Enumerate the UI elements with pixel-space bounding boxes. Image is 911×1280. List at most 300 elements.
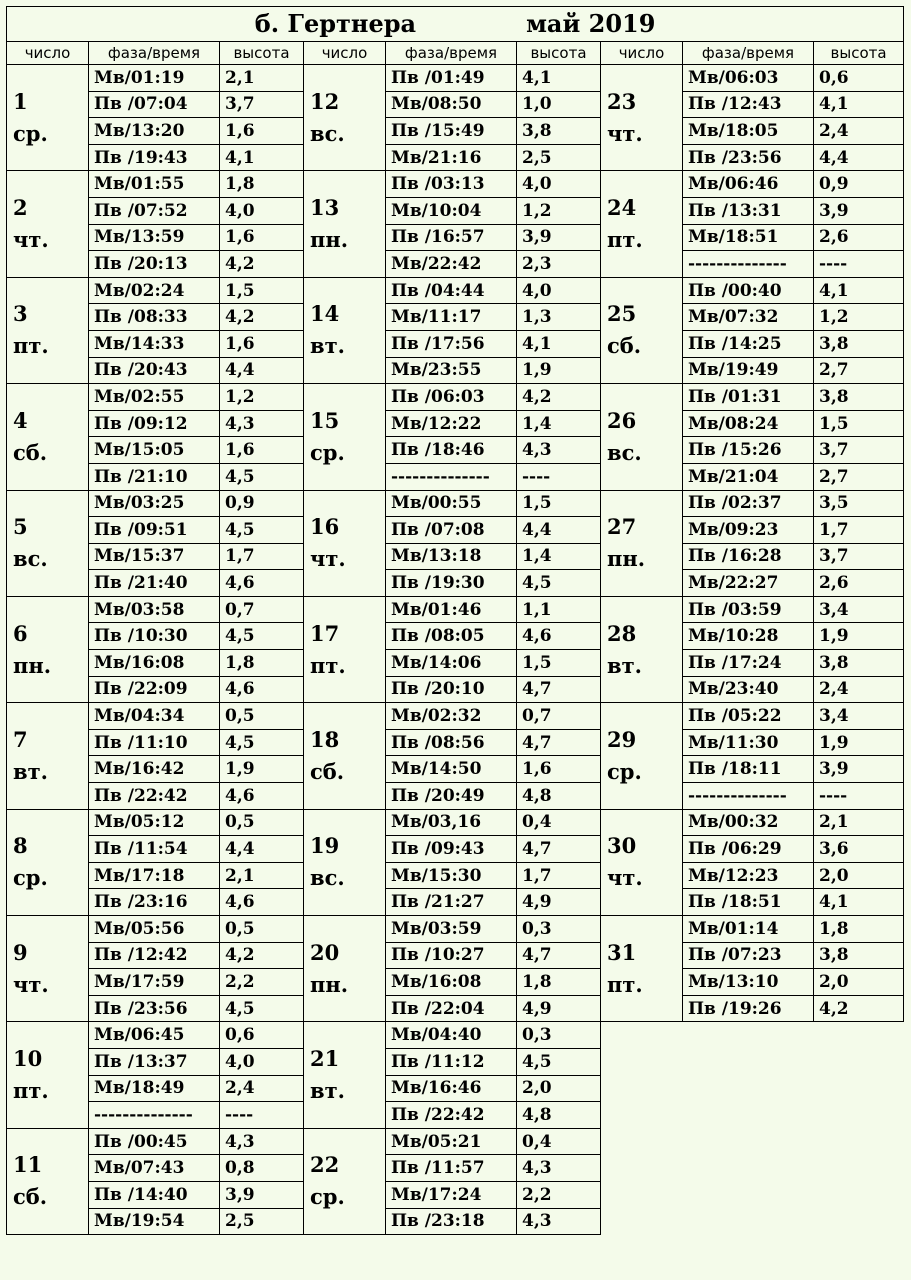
table-row <box>7 463 904 490</box>
height-cell: 3,8 <box>517 118 601 145</box>
height-cell: 4,4 <box>220 836 304 863</box>
height-cell: 4,5 <box>220 995 304 1022</box>
weekday: пн. <box>607 546 646 572</box>
height-cell: 4,9 <box>517 995 601 1022</box>
phase-time-cell: Пв /07:08 <box>386 517 517 544</box>
header-phase-time: фаза/время <box>683 42 814 65</box>
phase-time-cell: Мв/01:19 <box>89 65 220 92</box>
phase-time-cell: Мв/14:33 <box>89 330 220 357</box>
weekday: вт. <box>310 333 345 359</box>
height-cell: 4,0 <box>220 1048 304 1075</box>
phase-time-cell: Мв/21:04 <box>683 463 814 490</box>
phase-time-cell: Пв /17:24 <box>683 650 814 677</box>
day-cell <box>7 384 89 490</box>
height-cell: 4,0 <box>517 277 601 304</box>
phase-time-cell: Пв /11:54 <box>89 836 220 863</box>
height-cell: 0,9 <box>814 171 904 198</box>
phase-time-cell: Пв /02:37 <box>683 490 814 517</box>
table-row <box>7 703 904 730</box>
table-row <box>7 490 904 517</box>
day-number: 13 <box>310 195 340 221</box>
height-cell: 4,1 <box>517 330 601 357</box>
day-number: 14 <box>310 301 340 327</box>
weekday: сб. <box>13 439 48 465</box>
height-cell: 2,6 <box>814 570 904 597</box>
height-cell: ---- <box>220 1102 304 1129</box>
phase-time-cell: Мв/07:32 <box>683 304 814 331</box>
day-cell <box>601 384 683 490</box>
height-cell: 1,7 <box>814 517 904 544</box>
day-cell <box>304 916 386 1022</box>
day-number: 15 <box>310 407 340 433</box>
table-row <box>7 543 904 570</box>
height-cell: 1,8 <box>814 916 904 943</box>
day-cell <box>7 171 89 277</box>
table-row <box>7 942 904 969</box>
height-cell: 0,4 <box>517 1128 601 1155</box>
height-cell: 1,0 <box>517 91 601 118</box>
phase-time-cell: -------------- <box>683 783 814 810</box>
phase-time-cell: Пв /23:56 <box>89 995 220 1022</box>
day-number: 28 <box>607 620 637 646</box>
height-cell: 0,5 <box>220 916 304 943</box>
phase-time-cell: Мв/06:45 <box>89 1022 220 1049</box>
phase-time-cell: Пв /20:13 <box>89 251 220 278</box>
height-cell: 1,8 <box>220 650 304 677</box>
height-cell: 2,4 <box>220 1075 304 1102</box>
day-cell <box>7 703 89 809</box>
height-cell: 4,6 <box>220 783 304 810</box>
phase-time-cell: Мв/17:24 <box>386 1181 517 1208</box>
phase-time-cell: Мв/08:24 <box>683 410 814 437</box>
phase-time-cell: Мв/07:43 <box>89 1155 220 1182</box>
table-row <box>7 969 904 996</box>
weekday: пн. <box>13 652 52 678</box>
phase-time-cell: Мв/19:49 <box>683 357 814 384</box>
day-cell <box>304 171 386 277</box>
phase-time-cell: Мв/22:27 <box>683 570 814 597</box>
height-cell: 3,9 <box>814 197 904 224</box>
table-row <box>7 224 904 251</box>
phase-time-cell: Мв/16:08 <box>386 969 517 996</box>
phase-time-cell: Мв/05:56 <box>89 916 220 943</box>
day-cell <box>7 65 89 171</box>
day-number: 19 <box>310 833 340 859</box>
height-cell: 0,3 <box>517 1022 601 1049</box>
day-cell <box>601 596 683 702</box>
phase-time-cell: Пв /20:10 <box>386 676 517 703</box>
phase-time-cell: Мв/15:05 <box>89 437 220 464</box>
height-cell: 4,1 <box>220 144 304 171</box>
height-cell: 2,1 <box>220 65 304 92</box>
weekday: чт. <box>13 227 49 253</box>
day-number: 27 <box>607 514 637 540</box>
height-cell: 1,7 <box>517 862 601 889</box>
height-cell: 4,1 <box>814 277 904 304</box>
table-row <box>7 570 904 597</box>
phase-time-cell: Пв /09:51 <box>89 517 220 544</box>
height-cell: 2,0 <box>814 862 904 889</box>
day-cell <box>7 277 89 383</box>
title-place: б. Гертнера <box>254 9 417 38</box>
phase-time-cell: Мв/22:42 <box>386 251 517 278</box>
tide-table <box>6 6 904 1235</box>
height-cell: 4,3 <box>220 410 304 437</box>
height-cell: 2,6 <box>814 224 904 251</box>
phase-time-cell: Пв /08:05 <box>386 623 517 650</box>
weekday: чт. <box>310 546 346 572</box>
day-cell <box>7 490 89 596</box>
phase-time-cell: Пв /19:26 <box>683 995 814 1022</box>
height-cell: 1,4 <box>517 543 601 570</box>
phase-time-cell: Пв /06:03 <box>386 384 517 411</box>
weekday: сб. <box>13 1184 48 1210</box>
height-cell: 3,7 <box>814 543 904 570</box>
height-cell: 3,9 <box>220 1181 304 1208</box>
phase-time-cell: Мв/18:49 <box>89 1075 220 1102</box>
phase-time-cell: Мв/01:55 <box>89 171 220 198</box>
weekday: ср. <box>310 1184 345 1210</box>
height-cell: 0,9 <box>220 490 304 517</box>
phase-time-cell: Пв /21:10 <box>89 463 220 490</box>
height-cell: 4,5 <box>517 1048 601 1075</box>
phase-time-cell: Мв/05:21 <box>386 1128 517 1155</box>
phase-time-cell: Пв /16:57 <box>386 224 517 251</box>
day-cell <box>601 809 683 915</box>
height-cell: 4,7 <box>517 729 601 756</box>
height-cell: 2,1 <box>814 809 904 836</box>
table-row <box>7 330 904 357</box>
title-month: май 2019 <box>526 9 656 38</box>
table-row <box>7 596 904 623</box>
phase-time-cell: Мв/06:46 <box>683 171 814 198</box>
phase-time-cell: Мв/23:55 <box>386 357 517 384</box>
phase-time-cell: Пв /09:43 <box>386 836 517 863</box>
phase-time-cell: Пв /22:04 <box>386 995 517 1022</box>
height-cell: 0,5 <box>220 809 304 836</box>
height-cell: 3,4 <box>814 596 904 623</box>
day-number: 7 <box>13 726 28 752</box>
phase-time-cell: Пв /18:11 <box>683 756 814 783</box>
day-number: 4 <box>13 407 28 433</box>
phase-time-cell: Мв/13:10 <box>683 969 814 996</box>
phase-time-cell: Пв /00:40 <box>683 277 814 304</box>
table-row <box>7 91 904 118</box>
phase-time-cell: Пв /06:29 <box>683 836 814 863</box>
phase-time-cell: Мв/02:24 <box>89 277 220 304</box>
phase-time-cell: Мв/08:50 <box>386 91 517 118</box>
height-cell: 1,9 <box>814 623 904 650</box>
phase-time-cell: Мв/16:42 <box>89 756 220 783</box>
phase-time-cell: Мв/13:59 <box>89 224 220 251</box>
day-cell <box>7 809 89 915</box>
height-cell: 4,6 <box>220 889 304 916</box>
height-cell: 4,3 <box>517 1208 601 1235</box>
tide-table-sheet <box>6 6 903 1235</box>
table-row <box>7 197 904 224</box>
height-cell: 4,3 <box>517 437 601 464</box>
table-row <box>7 995 904 1022</box>
table-row <box>7 783 904 810</box>
phase-time-cell: Мв/17:59 <box>89 969 220 996</box>
phase-time-cell: -------------- <box>386 463 517 490</box>
header-height: высота <box>220 42 304 65</box>
phase-time-cell: Пв /08:33 <box>89 304 220 331</box>
height-cell: 4,7 <box>517 942 601 969</box>
header-phase-time: фаза/время <box>89 42 220 65</box>
phase-time-cell: Пв /19:43 <box>89 144 220 171</box>
height-cell: 3,8 <box>814 384 904 411</box>
day-cell <box>304 703 386 809</box>
phase-time-cell: Мв/03:25 <box>89 490 220 517</box>
day-number: 17 <box>310 620 340 646</box>
day-cell <box>304 1022 386 1128</box>
header-day: число <box>304 42 386 65</box>
phase-time-cell: Пв /03:13 <box>386 171 517 198</box>
height-cell: 2,1 <box>220 862 304 889</box>
phase-time-cell: -------------- <box>89 1102 220 1129</box>
height-cell: 3,9 <box>814 756 904 783</box>
phase-time-cell: Мв/01:14 <box>683 916 814 943</box>
height-cell: 4,6 <box>220 570 304 597</box>
phase-time-cell: Мв/14:50 <box>386 756 517 783</box>
day-cell <box>601 171 683 277</box>
table-row <box>7 862 904 889</box>
phase-time-cell: Пв /22:09 <box>89 676 220 703</box>
height-cell: 2,0 <box>814 969 904 996</box>
weekday: пн. <box>310 227 349 253</box>
table-row <box>7 384 904 411</box>
height-cell: 4,7 <box>517 836 601 863</box>
height-cell: 4,2 <box>814 995 904 1022</box>
header-height: высота <box>814 42 904 65</box>
height-cell: 1,3 <box>517 304 601 331</box>
weekday: пт. <box>607 227 643 253</box>
phase-time-cell: Пв /07:52 <box>89 197 220 224</box>
day-number: 26 <box>607 407 637 433</box>
table-row <box>7 304 904 331</box>
height-cell: 1,6 <box>517 756 601 783</box>
phase-time-cell: Пв /07:04 <box>89 91 220 118</box>
weekday: вс. <box>13 546 48 572</box>
day-number: 5 <box>13 514 28 540</box>
height-cell: 4,0 <box>220 197 304 224</box>
height-cell: 1,5 <box>517 490 601 517</box>
day-cell <box>601 703 683 809</box>
weekday: сб. <box>607 333 642 359</box>
height-cell: 4,5 <box>220 729 304 756</box>
phase-time-cell: Пв /22:42 <box>386 1102 517 1129</box>
table-row <box>7 437 904 464</box>
phase-time-cell: Пв /19:30 <box>386 570 517 597</box>
weekday: вт. <box>310 1078 345 1104</box>
weekday: сб. <box>310 758 345 784</box>
height-cell: 3,6 <box>814 836 904 863</box>
day-cell <box>304 277 386 383</box>
day-number: 3 <box>13 301 28 327</box>
height-cell: 4,6 <box>220 676 304 703</box>
phase-time-cell: Мв/13:18 <box>386 543 517 570</box>
day-number: 24 <box>607 195 637 221</box>
day-number: 30 <box>607 833 637 859</box>
table-row <box>7 517 904 544</box>
height-cell: 0,5 <box>220 703 304 730</box>
day-number: 11 <box>13 1152 43 1178</box>
phase-time-cell: Мв/11:17 <box>386 304 517 331</box>
phase-time-cell: Мв/02:32 <box>386 703 517 730</box>
phase-time-cell: Пв /18:51 <box>683 889 814 916</box>
height-cell: 0,7 <box>517 703 601 730</box>
height-cell: 1,4 <box>517 410 601 437</box>
phase-time-cell: Мв/15:30 <box>386 862 517 889</box>
height-cell: 1,2 <box>814 304 904 331</box>
phase-time-cell: Пв /03:59 <box>683 596 814 623</box>
phase-time-cell: Мв/13:20 <box>89 118 220 145</box>
weekday: пт. <box>13 1078 49 1104</box>
day-cell <box>601 916 683 1022</box>
weekday: чт. <box>13 971 49 997</box>
height-cell: 0,8 <box>220 1155 304 1182</box>
day-cell <box>304 809 386 915</box>
phase-time-cell: Мв/14:06 <box>386 650 517 677</box>
height-cell: 1,6 <box>220 330 304 357</box>
phase-time-cell: Мв/12:22 <box>386 410 517 437</box>
height-cell: 4,0 <box>517 171 601 198</box>
height-cell: 4,2 <box>220 304 304 331</box>
weekday: вс. <box>310 865 345 891</box>
table-row <box>7 171 904 198</box>
height-cell: 3,7 <box>220 91 304 118</box>
day-cell <box>304 1128 386 1234</box>
weekday: пт. <box>13 333 49 359</box>
phase-time-cell: Пв /11:12 <box>386 1048 517 1075</box>
phase-time-cell: Мв/00:55 <box>386 490 517 517</box>
day-number: 22 <box>310 1152 340 1178</box>
table-row <box>7 118 904 145</box>
phase-time-cell: Мв/16:08 <box>89 650 220 677</box>
weekday: ср. <box>13 865 48 891</box>
table-row <box>7 729 904 756</box>
weekday: пт. <box>310 652 346 678</box>
phase-time-cell: Пв /01:49 <box>386 65 517 92</box>
height-cell: 4,2 <box>220 251 304 278</box>
day-cell <box>7 916 89 1022</box>
height-cell: 1,7 <box>220 543 304 570</box>
table-row <box>7 809 904 836</box>
height-cell: 4,9 <box>517 889 601 916</box>
height-cell: 3,8 <box>814 942 904 969</box>
height-cell: 4,5 <box>220 463 304 490</box>
height-cell: 4,3 <box>517 1155 601 1182</box>
table-row <box>7 889 904 916</box>
phase-time-cell: Пв /00:45 <box>89 1128 220 1155</box>
phase-time-cell: Пв /13:31 <box>683 197 814 224</box>
day-number: 1 <box>13 88 28 114</box>
table-row <box>7 623 904 650</box>
phase-time-cell: Пв /10:27 <box>386 942 517 969</box>
height-cell: 0,6 <box>814 65 904 92</box>
phase-time-cell: Пв /16:28 <box>683 543 814 570</box>
header-height: высота <box>517 42 601 65</box>
height-cell: 4,4 <box>220 357 304 384</box>
phase-time-cell: Мв/19:54 <box>89 1208 220 1235</box>
phase-time-cell: Пв /20:43 <box>89 357 220 384</box>
title-row <box>7 7 904 42</box>
height-cell: 4,4 <box>517 517 601 544</box>
day-number: 21 <box>310 1046 340 1072</box>
height-cell: 1,8 <box>220 171 304 198</box>
height-cell: 4,8 <box>517 783 601 810</box>
weekday: вс. <box>310 120 345 146</box>
phase-time-cell: Пв /12:43 <box>683 91 814 118</box>
table-row <box>7 277 904 304</box>
height-cell: 3,9 <box>517 224 601 251</box>
phase-time-cell: Пв /23:16 <box>89 889 220 916</box>
weekday: ср. <box>13 120 48 146</box>
phase-time-cell: Мв/09:23 <box>683 517 814 544</box>
height-cell: 2,4 <box>814 676 904 703</box>
phase-time-cell: Мв/10:04 <box>386 197 517 224</box>
height-cell: 1,5 <box>220 277 304 304</box>
table-row <box>7 144 904 171</box>
phase-time-cell: Пв /13:37 <box>89 1048 220 1075</box>
table-row <box>7 65 904 92</box>
height-cell: 3,5 <box>814 490 904 517</box>
phase-time-cell: Мв/18:51 <box>683 224 814 251</box>
height-cell: 0,7 <box>220 596 304 623</box>
height-cell: 4,2 <box>517 384 601 411</box>
day-number: 6 <box>13 620 28 646</box>
table-row <box>7 251 904 278</box>
table-row <box>7 676 904 703</box>
day-number: 23 <box>607 88 637 114</box>
height-cell: 2,2 <box>517 1181 601 1208</box>
phase-time-cell: Пв /20:49 <box>386 783 517 810</box>
phase-time-cell: Мв/17:18 <box>89 862 220 889</box>
phase-time-cell: Мв/11:30 <box>683 729 814 756</box>
table-row <box>7 1022 904 1049</box>
weekday: пт. <box>607 971 643 997</box>
height-cell: 4,1 <box>517 65 601 92</box>
height-cell: 0,4 <box>517 809 601 836</box>
phase-time-cell: Пв /07:23 <box>683 942 814 969</box>
phase-time-cell: Мв/12:23 <box>683 862 814 889</box>
table-row <box>7 650 904 677</box>
weekday: чт. <box>607 120 643 146</box>
phase-time-cell: Пв /21:40 <box>89 570 220 597</box>
height-cell: 1,2 <box>517 197 601 224</box>
phase-time-cell: Пв /22:42 <box>89 783 220 810</box>
height-cell: 2,3 <box>517 251 601 278</box>
height-cell: ---- <box>517 463 601 490</box>
phase-time-cell: Пв /01:31 <box>683 384 814 411</box>
height-cell: 2,7 <box>814 357 904 384</box>
day-number: 31 <box>607 939 637 965</box>
phase-time-cell: Мв/03:59 <box>386 916 517 943</box>
height-cell: 1,9 <box>220 756 304 783</box>
table-row <box>7 836 904 863</box>
day-cell <box>304 65 386 171</box>
header-day: число <box>601 42 683 65</box>
phase-time-cell: -------------- <box>683 251 814 278</box>
height-cell: 4,4 <box>814 144 904 171</box>
header-phase-time: фаза/время <box>386 42 517 65</box>
height-cell: 3,7 <box>814 437 904 464</box>
phase-time-cell: Пв /08:56 <box>386 729 517 756</box>
height-cell: 2,4 <box>814 118 904 145</box>
empty-area <box>601 1022 904 1235</box>
day-cell <box>304 490 386 596</box>
